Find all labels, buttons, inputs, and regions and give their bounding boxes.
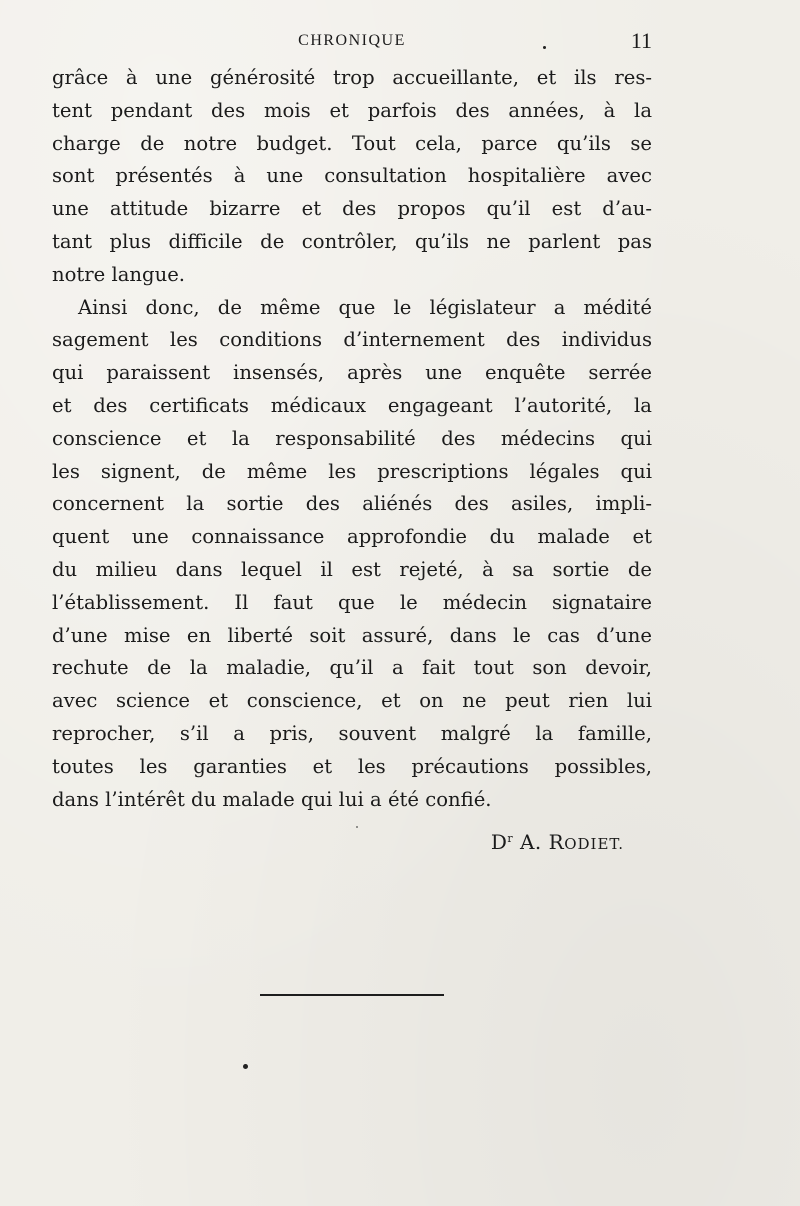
- text-line: tent pendant des mois et parfois des années, à la: [52, 98, 652, 122]
- text-line: qui paraissent insensés, après une enquête serrée: [52, 361, 652, 385]
- text-line: charge de notre budget. Tout cela, parce qu’ils se: [52, 131, 652, 155]
- text-line: notre langue.: [52, 262, 186, 286]
- text-line: et des certificats médicaux engageant l’autorité, la: [52, 393, 652, 417]
- running-head: [52, 28, 652, 52]
- signature-title-superscript: r: [507, 832, 514, 845]
- ink-speck: [356, 826, 358, 828]
- page-number: 11: [630, 28, 652, 53]
- text-line: Ainsi donc, de même que le législateur a médité: [78, 295, 652, 319]
- text-line: une attitude bizarre et des propos qu’il est d’au-: [52, 197, 652, 221]
- text-line: conscience et la responsabilité des médecins qui: [52, 426, 652, 450]
- text-line: l’établissement. Il faut que le médecin signataire: [52, 590, 652, 614]
- text-line: sont présentés à une consultation hospitalière avec: [52, 164, 652, 188]
- text-line: les signent, de même les prescriptions légales qui: [52, 459, 652, 483]
- author-signature: [52, 830, 624, 854]
- body-text: [52, 62, 652, 816]
- ink-speck: [543, 46, 546, 49]
- text-line: sagement les conditions d’internement des individus: [52, 328, 652, 352]
- paragraph-1: [52, 62, 652, 292]
- text-line: tant plus difficile de contrôler, qu’ils ne parlent pas: [52, 229, 652, 253]
- text-line: quent une connaissance approfondie du malade et: [52, 525, 652, 549]
- text-line: toutes les garanties et les précautions possibles,: [52, 754, 652, 778]
- text-line: dans l’intérêt du malade qui lui a été confié.: [52, 787, 492, 811]
- ink-speck: [243, 1064, 248, 1069]
- paragraph-2: [52, 292, 652, 817]
- signature-title: $D^r$: [490, 830, 514, 854]
- running-title: CHRONIQUE: [298, 32, 406, 49]
- text-line: reprocher, s’il a pris, souvent malgré la famille,: [52, 721, 652, 745]
- text-line: concernent la sortie des aliénés des asiles, impli-: [52, 492, 652, 516]
- text-line: d’une mise en liberté soit assuré, dans le cas d’une: [52, 623, 652, 647]
- signature-name: RODIET.: [548, 830, 624, 854]
- text-line: avec science et conscience, et on ne peut rien lui: [52, 689, 652, 713]
- text-line: rechute de la maladie, qu’il a fait tout son devoir,: [52, 656, 652, 680]
- text-line: du milieu dans lequel il est rejeté, à sa sortie de: [52, 557, 652, 581]
- signature-initial: A.: [519, 830, 542, 854]
- end-rule: [260, 994, 444, 996]
- text-line: grâce à une générosité trop accueillante, et ils res-: [52, 66, 652, 89]
